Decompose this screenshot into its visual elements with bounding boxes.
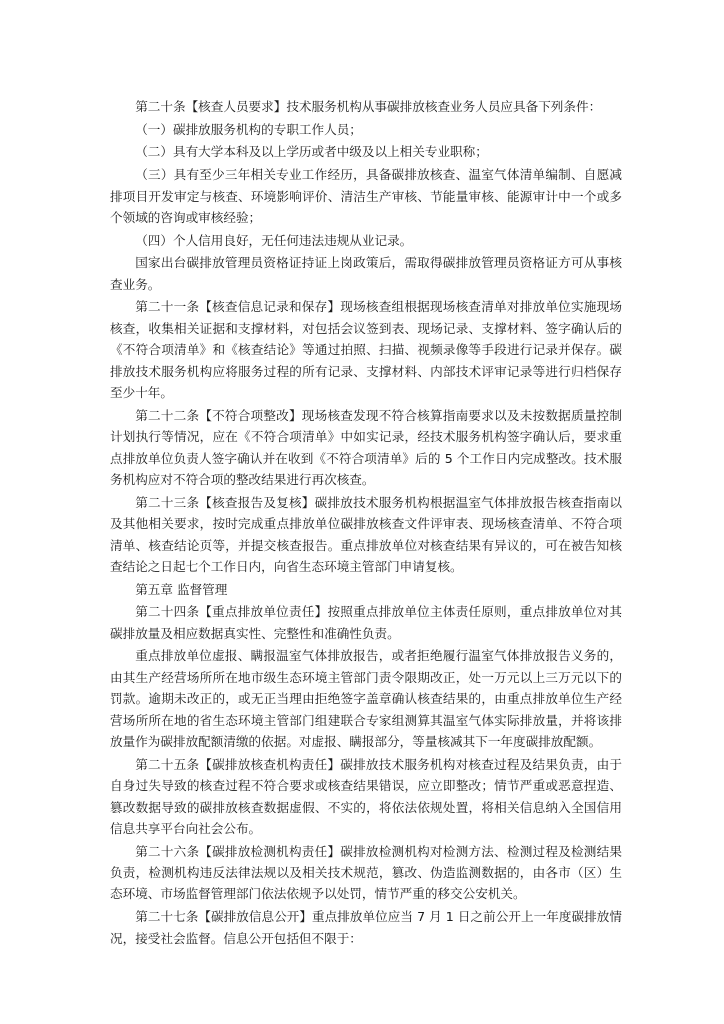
paragraph-item-1: （一）碳排放服务机构的专职工作人员； <box>135 121 362 137</box>
paragraph-item-3: （三）具有至少三年相关专业工作经历，具备碳排放核查、温室气体清单编制、自愿减排项目开发审定与核查、环境影响评价、清洁生产审核、节能量审核、能源审计中一个或多个领域的咨询或审核经验； <box>110 167 622 225</box>
paragraph-article-23: 第二十三条【核查报告及复核】碳排放技术服务机构根据温室气体排放报告核查指南以及其他相关要求，按时完成重点排放单位碳排放核查文件评审表、现场核查清单、不符合项清单、核查结论页等，并提交核查报告。重点排放单位对核查结果有异议的，可在被告知核查结论之日起七个工作日内，向省生态环境主管部门申请复核。 <box>110 494 622 574</box>
paragraph-article-22: 第二十二条【不符合项整改】现场核查发现不符合核算指南要求以及未按数据质量控制计划执行等情况，应在《不符合项清单》中如实记录，经技术服务机构签字确认后，要求重点排放单位负责人签字确认并在收到《不符合项清单》后的 5 个工作日内完成整改。技术服务机构应对不符合项的整改结果进行再次核查。 <box>110 407 622 487</box>
paragraph-article-20: 第二十条【核查人员要求】技术服务机构从事碳排放核查业务人员应具备下列条件： <box>135 99 602 114</box>
paragraph-item-2: （二）具有大学本科及以上学历或者中级及以上相关专业职称； <box>135 144 488 160</box>
paragraph-article-27: 第二十七条【碳排放信息公开】重点排放单位应当 7 月 1 日之前公开上一年度碳排放情况，接受社会监督。信息公开包括但不限于： <box>110 909 622 946</box>
chapter-heading: 第五章 监督管理 <box>135 581 228 597</box>
paragraph-item-4: （四）个人信用良好，无任何违法违规从业记录。 <box>135 232 413 248</box>
paragraph-article-24: 第二十四条【重点排放单位责任】按照重点排放单位主体责任原则，重点排放单位对其碳排放量及相应数据真实性、完整性和准确性负责。 <box>110 604 622 641</box>
paragraph-certification-policy: 国家出台碳排放管理员资格证持证上岗政策后，需取得碳排放管理员资格证方可从事核查业务。 <box>110 255 622 292</box>
paragraph-article-25: 第二十五条【碳排放核查机构责任】碳排放技术服务机构对核查过程及结果负责，由于自身过失导致的核查过程不符合要求或核查结果错误，应立即整改；情节严重或恶意捏造、篡改数据导致的碳排放核查数据虚假、不实的，将依法依规处置，将相关信息纳入全国信用信息共享平台向社会公布。 <box>110 756 622 836</box>
paragraph-false-report-penalty: 重点排放单位虚报、瞒报温室气体排放报告，或者拒绝履行温室气体排放报告义务的，由其生产经营场所所在地市级生态环境主管部门责令限期改正，处一万元以上三万元以下的罚款。逾期未改正的，或无正当理由拒绝签字盖章确认核查结果的，由重点排放单位生产经营场所所在地的省生态环境主管部门组建联合专家组测算其温室气体实际排放量，并将该排放量作为碳排放配额清缴的依据。对虚报、瞒报部分，等量核减其下一年度碳排放配额。 <box>110 648 622 750</box>
paragraph-article-21: 第二十一条【核查信息记录和保存】现场核查组根据现场核查清单对排放单位实施现场核查，收集相关证据和支撑材料，对包括会议签到表、现场记录、支撑材料、签字确认后的《不符合项清单》和《核查结论》等通过拍照、扫描、视频录像等手段进行记录并保存。碳排放技术服务机构应将服务过程的所有记录、支撑材料、内部技术评审记录等进行归档保存至少十年。 <box>110 299 622 401</box>
paragraph-article-26: 第二十六条【碳排放检测机构责任】碳排放检测机构对检测方法、检测过程及检测结果负责，检测机构违反法律法规以及相关技术规范，篡改、伪造监测数据的，由各市（区）生态环境、市场监督管理部门依法依规予以处罚，情节严重的移交公安机关。 <box>110 843 622 902</box>
